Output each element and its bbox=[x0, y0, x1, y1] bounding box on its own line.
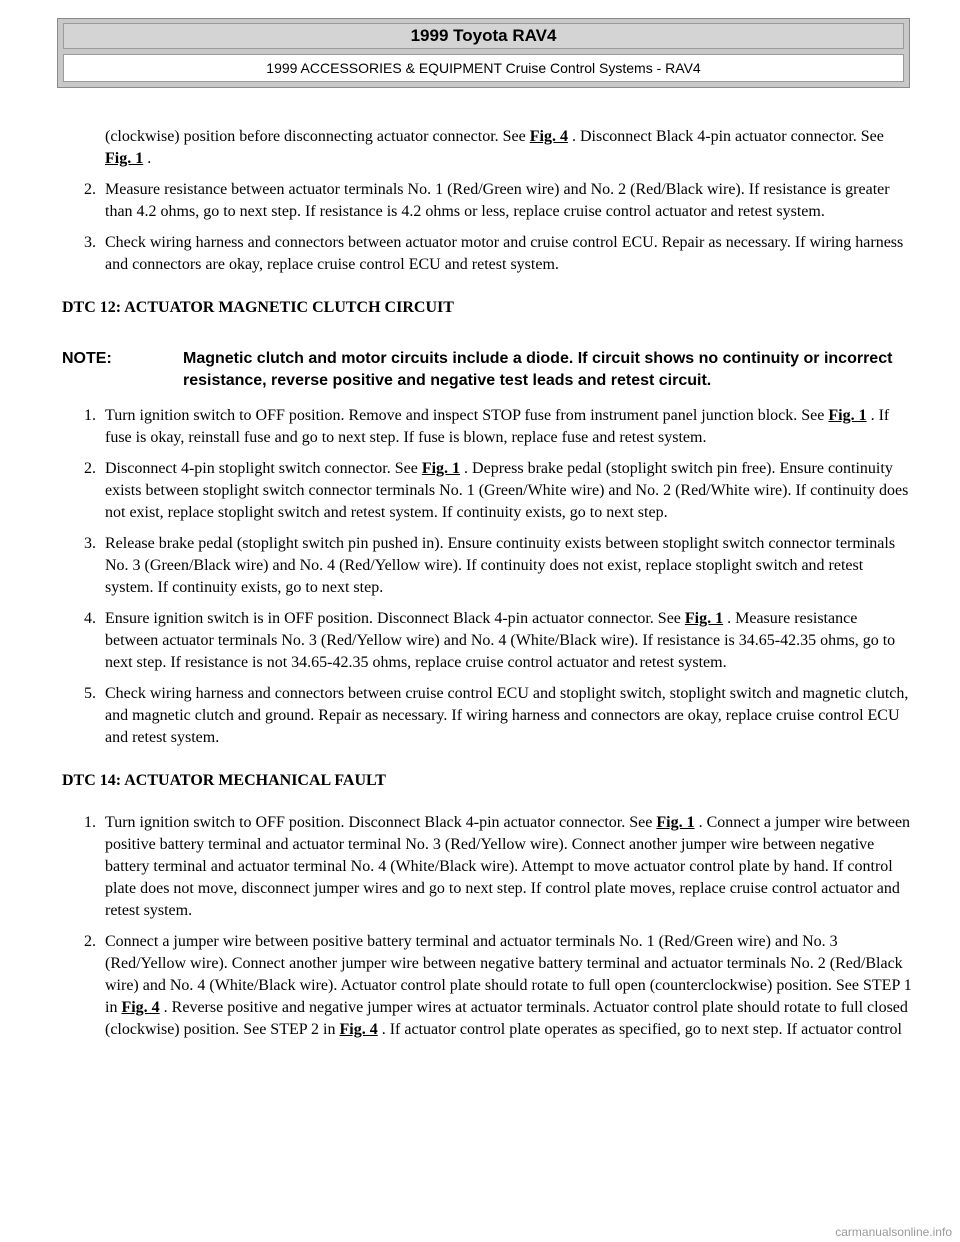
dtc14-heading: DTC 14: ACTUATOR MECHANICAL FAULT bbox=[62, 772, 386, 789]
note-text: Magnetic clutch and motor circuits include a diode. If circuit shows no continuity or incorrect resistance, reverse positive and negative test leads and retest circuit. bbox=[183, 350, 893, 389]
document-body bbox=[62, 126, 914, 1050]
list-item: 2. Disconnect 4-pin stoplight switch connector. See Fig. 1 . Depress brake pedal (stoplight switch pin free). Ensure continuity exists between stoplight switch connector terminals No. 1 (Green/White wire) and No. 2 (Red/White wire). If continuity does not exist, replace stoplight switch and retest system. If continuity exists, go to next step. bbox=[84, 460, 909, 521]
list-item: 3. Release brake pedal (stoplight switch pin pushed in). Ensure continuity exists between stoplight switch connector terminals No. 3 (Green/Black wire) and No. 4 (Red/Yellow wire). If continuity does not exist, replace stoplight switch and retest system. If continuity exists, go to next step. bbox=[84, 535, 896, 596]
page-header bbox=[57, 18, 910, 88]
fig-4-link[interactable]: Fig. 4 bbox=[529, 128, 568, 145]
list-item: 4. Ensure ignition switch is in OFF position. Disconnect Black 4-pin actuator connector. See Fig. 1 . Measure resistance between actuator terminals No. 3 (Red/Yellow wire) and No. 4 (White/Black wire). If resistance is 34.65-42.35 ohms, go to next step. If resistance is not 34.65-42.35 ohms, replace cruise control actuator and retest system. bbox=[84, 610, 896, 671]
fig-4-link[interactable]: Fig. 4 bbox=[121, 999, 160, 1016]
list-item: 3. Check wiring harness and connectors between actuator motor and cruise control ECU. Repair as necessary. If wiring harness and connectors are okay, replace cruise control ECU and retest system. bbox=[84, 234, 904, 273]
dtc12-heading: DTC 12: ACTUATOR MAGNETIC CLUTCH CIRCUIT bbox=[62, 299, 454, 316]
list-item: 5. Check wiring harness and connectors between cruise control ECU and stoplight switch, stoplight switch and magnetic clutch, and magnetic clutch and ground. Repair as necessary. If wiring harness and connectors are okay, replace cruise control ECU and retest system. bbox=[84, 685, 909, 746]
manual-subtitle: 1999 ACCESSORIES & EQUIPMENT Cruise Control Systems - RAV4 bbox=[63, 54, 904, 82]
fig-1-link[interactable]: Fig. 1 bbox=[828, 407, 867, 424]
manual-title: 1999 Toyota RAV4 bbox=[63, 23, 904, 49]
list-item: 2. Measure resistance between actuator terminals No. 1 (Red/Green wire) and No. 2 (Red/Black wire). If resistance is greater than 4.2 ohms, go to next step. If resistance is 4.2 ohms or less, replace cruise control actuator and retest system. bbox=[84, 181, 890, 220]
list-item: 1. Turn ignition switch to OFF position. Remove and inspect STOP fuse from instrument panel junction block. See Fig. 1 . If fuse is okay, reinstall fuse and go to next step. If fuse is blown, replace fuse and retest system. bbox=[84, 407, 890, 446]
list-item: 2. Connect a jumper wire between positive battery terminal and actuator terminals No. 1 (Red/Green wire) and No. 3 (Red/Yellow wire). Connect another jumper wire between negative battery terminal and actuator terminals No. 2 (Red/Black wire) and No. 4 (White/Black wire). Actuator control plate should rotate to full open (counterclockwise) position. See STEP 1 in Fig. 4 . Reverse positive and negative jumper wires at actuator terminals. Actuator control plate should rotate to full closed (clockwise) position. See STEP 2 in Fig. 4 . If actuator control plate operates as specified, go to next step. If actuator control bbox=[84, 933, 912, 1038]
note-label: NOTE: bbox=[62, 350, 112, 367]
fig-1-link[interactable]: Fig. 1 bbox=[421, 460, 461, 477]
list-item: 1. Turn ignition switch to OFF position. Disconnect Black 4-pin actuator connector. See Fig. 1 . Connect a jumper wire between positive battery terminal and actuator terminal No. 3 (Red/Yellow wire). Connect another jumper wire between negative battery terminal and actuator terminal No. 4 (White/Black wire). Attempt to move actuator control plate by hand. If control plate does not move, disconnect jumper wires and go to next step. If control plate moves, replace cruise control actuator and retest system. bbox=[84, 814, 911, 919]
fig-1-link[interactable]: Fig. 1 bbox=[656, 814, 695, 831]
fig-4-link[interactable]: Fig. 4 bbox=[339, 1021, 378, 1038]
watermark: carmanualsonline.info bbox=[835, 1225, 952, 1239]
intro-paragraph: (clockwise) position before disconnecting actuator connector. See Fig. 4 . Disconnect Black 4-pin actuator connector. See Fig. 1 . bbox=[105, 128, 884, 167]
fig-1-link[interactable]: Fig. 1 bbox=[105, 150, 144, 167]
fig-1-link[interactable]: Fig. 1 bbox=[684, 610, 724, 627]
